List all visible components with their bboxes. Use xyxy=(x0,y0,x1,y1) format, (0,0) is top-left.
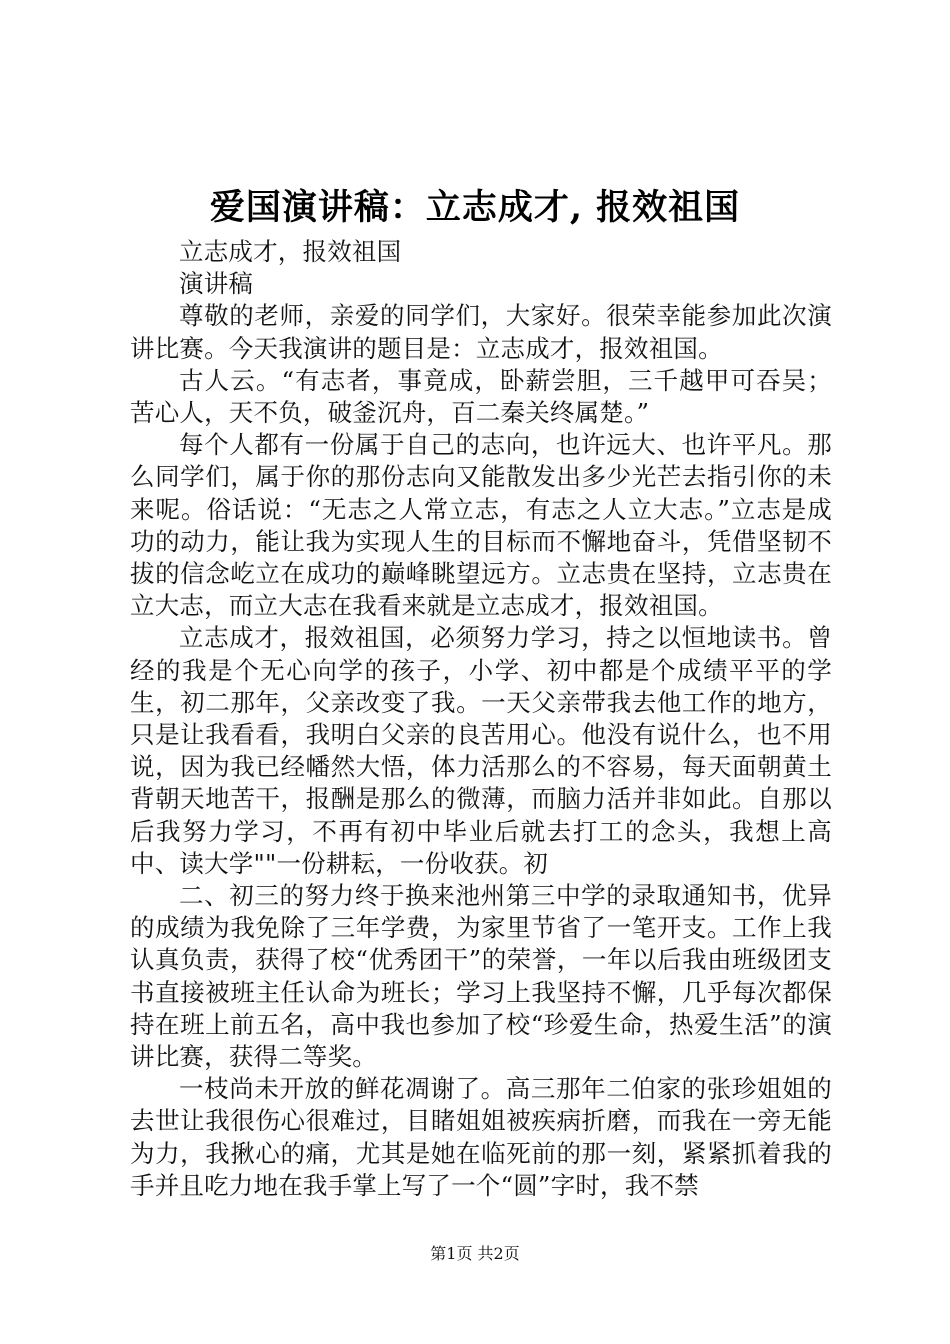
paragraph-study: 立志成才，报效祖国，必须努力学习，持之以恒地读书。曾经的我是个无心向学的孩子，小学、初中都是个成绩平平的学生，初二那年，父亲改变了我。一天父亲带我去他工作的地方，只是让我看看，我明白父亲的良苦用心。他没有说什么，也不用说，因为我已经幡然大悟，体力活那么的不容易，每天面朝黄土背朝天地苦干，报酬是那么的微薄，而脑力活并非如此。自那以后我努力学习，不再有初中毕业后就去打工的念头，我想上高中、读大学""一份耕耘，一份收获。初 xyxy=(130,623,832,878)
paragraph-sister: 一枝尚未开放的鲜花凋谢了。高三那年二伯家的张珍姐姐的去世让我很伤心很难过，目睹姐姐被疾病折磨，而我在一旁无能为力，我揪心的痛，尤其是她在临死前的那一刻，紧紧抓着我的手并且吃力地在我手掌上写了一个“圆”字时，我不禁 xyxy=(130,1074,832,1200)
paragraph-subtitle: 立志成才，报效祖国 xyxy=(179,237,402,266)
document-body xyxy=(130,236,832,1202)
paragraph-ambition: 每个人都有一份属于自己的志向，也许远大、也许平凡。那么同学们，属于你的那份志向又能散发出多少光芒去指引你的未来呢。俗话说：“无志之人常立志，有志之人立大志。”立志是成功的动力，能让我为实现人生的目标而不懈地奋斗，凭借坚韧不拔的信念屹立在成功的巅峰眺望远方。立志贵在坚持，立志贵在立大志，而立大志在我看来就是立志成才，报效祖国。 xyxy=(130,430,832,621)
paragraph-doc-type: 演讲稿 xyxy=(179,269,254,299)
paragraph-greeting: 尊敬的老师，亲爱的同学们，大家好。很荣幸能参加此次演讲比赛。今天我演讲的题目是：立志成才，报效祖国。 xyxy=(130,301,832,363)
page-number: 第1页 共2页 xyxy=(430,1244,520,1263)
paragraph-achievements: 二、初三的努力终于换来池州第三中学的录取通知书，优异的成绩为我免除了三年学费，为家里节省了一笔开支。工作上我认真负责，获得了校“优秀团干”的荣誉，一年以后我由班级团支书直接被班主任认命为班长；学习上我坚持不懈，几乎每次都保持在班上前五名，高中我也参加了校“珍爱生命，热爱生活”的演讲比赛，获得二等奖。 xyxy=(130,881,832,1072)
document-title: 爱国演讲稿：立志成才, 报效祖国 xyxy=(209,187,741,228)
paragraph-quote: 古人云。“有志者，事竟成，卧薪尝胆，三千越甲可吞吴；苦心人，天不负，破釜沉舟，百二秦关终属楚。” xyxy=(130,365,832,428)
